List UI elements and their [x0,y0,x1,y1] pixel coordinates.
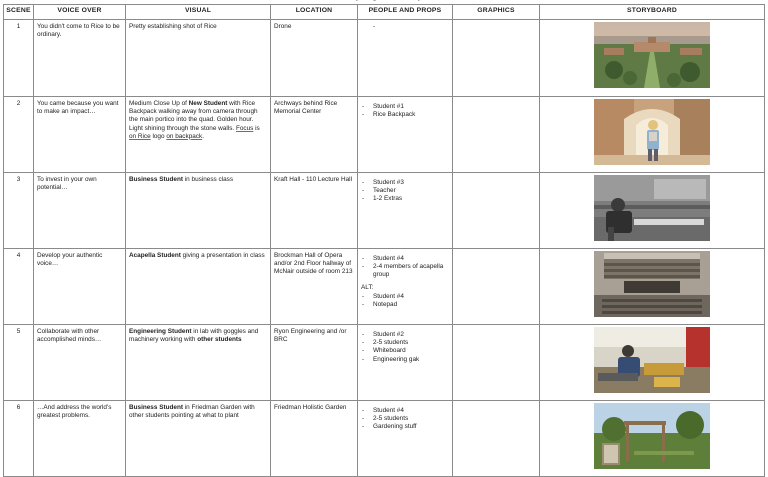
props-list-item: - Student #3 [373,179,449,187]
storyboard-cell [540,20,765,97]
props-list-item: - Whiteboard [373,347,449,355]
visual-text-segment: on Rice [129,132,151,140]
props-list-item: - 2-4 members of acapella group [373,263,449,279]
storyboard-cell [540,97,765,173]
people-props-cell [358,325,453,401]
col-header-location: LOCATION [271,5,358,20]
props-list [361,407,449,432]
props-list-item: - Notepad [373,301,449,309]
location-cell: Drone [271,20,358,97]
voice-over-cell: …And address the world's greatest problems. [34,401,126,477]
voice-over-cell: To invest in your own potential… [34,173,126,249]
props-list-item: - Student #2 [373,331,449,339]
visual-cell [126,401,271,477]
graphics-cell [453,173,540,249]
props-list [361,103,449,119]
table-row [4,97,765,173]
location-cell: Brockman Hall of Opera and/or 2nd Floor hallway of McNair outside of room 213 [271,249,358,325]
voice-over-cell: Develop your authentic voice… [34,249,126,325]
props-list-item: - Student #4 [373,255,449,263]
visual-text-segment: is [253,124,260,132]
props-list-item: - Rice Backpack [373,111,449,119]
visual-text-segment: . [202,132,204,140]
props-list [361,331,449,364]
people-props-cell [358,401,453,477]
visual-text-segment: Medium Close Up of [129,100,189,107]
visual-text-segment: other students [197,336,242,344]
people-props-cell [358,97,453,173]
location-cell: Ryon Engineering and /or BRC [271,325,358,401]
col-header-storyboard: STORYBOARD [540,5,765,20]
visual-text-segment: in business class [182,176,234,183]
col-header-visual: VISUAL [126,5,271,20]
visual-text-segment: Business Student [129,404,183,411]
storyboard-table [3,4,765,477]
visual-text-segment: logo [150,132,167,140]
alt-label: ALT: [361,283,374,291]
visual-cell [126,20,271,97]
props-list [361,255,449,280]
table-row [4,325,765,401]
archway-student-image [594,99,710,165]
props-list-item: - 2-5 students [373,339,449,347]
location-cell: Friedman Holistic Garden [271,401,358,477]
col-header-scene: SCENE [4,5,34,20]
visual-text-segment: Focus [235,124,254,132]
props-list-item: - Student #1 [373,103,449,111]
doc-header-fragment [0,0,768,1]
graphics-cell [453,401,540,477]
table-row [4,20,765,97]
visual-text-segment: with Rice Backpack walking away from camera through the main portico into the quad. Golden hour. Light shining through the stone walls. [129,100,258,132]
lecture-hall-image [594,175,710,241]
storyboard-cell [540,401,765,477]
visual-text-segment: Acapella Student [129,252,181,259]
props-list-item: - Student #4 [373,407,449,415]
graphics-cell [453,20,540,97]
visual-cell [126,249,271,325]
storyboard-cell [540,325,765,401]
visual-cell [126,173,271,249]
scene-number-cell: 4 [4,249,34,325]
props-list [361,179,449,204]
table-row [4,249,765,325]
header-row [4,5,765,20]
voice-over-cell: You didn't come to Rice to be ordinary. [34,20,126,97]
garden-image [594,403,710,469]
voice-over-cell: Collaborate with other accomplished minds… [34,325,126,401]
people-props-cell [358,173,453,249]
storyboard-cell [540,173,765,249]
people-props-cell [358,20,453,97]
location-cell: Archways behind Rice Memorial Center [271,97,358,173]
scene-number-cell: 3 [4,173,34,249]
engineering-lab-image [594,327,710,393]
graphics-cell [453,97,540,173]
table-row [4,173,765,249]
visual-text-segment: in lab with goggles and machinery working with [129,328,259,344]
auditorium-image [594,251,710,317]
visual-text-segment: New Student [188,100,228,107]
props-list-item: - Teacher [373,187,449,195]
visual-text-segment: Engineering Student [129,328,192,335]
scene-number-cell: 6 [4,401,34,477]
props-list-item: - Engineering gak [373,356,449,364]
alt-props-list [361,293,449,309]
scene-number-cell: 5 [4,325,34,401]
props-list-item: - 2-5 students [373,415,449,423]
voice-over-cell: You came because you want to make an impact… [34,97,126,173]
col-header-people-props: PEOPLE AND PROPS [358,5,453,20]
table-row [4,401,765,477]
scene-number-cell: 2 [4,97,34,173]
visual-text-segment: on backpack [166,132,203,140]
scene-number-cell: 1 [4,20,34,97]
people-props-cell [358,249,453,325]
visual-text-segment: Pretty establishing shot of Rice [129,23,217,30]
location-cell: Kraft Hall - 110 Lecture Hall [271,173,358,249]
props-list-item: - Gardening stuff [373,423,449,431]
visual-text-segment: Business Student [129,176,183,183]
visual-cell [126,97,271,173]
visual-cell [126,325,271,401]
visual-text-segment: giving a presentation in class [180,252,265,259]
col-header-graphics: GRAPHICS [453,5,540,20]
props-placeholder: - [373,23,376,30]
graphics-cell [453,249,540,325]
aerial-campus-image [594,22,710,88]
visual-text-segment: in Friedman Garden with other students pointing at what to plant [129,404,255,420]
col-header-voice-over: VOICE OVER [34,5,126,20]
props-list-item: - Student #4 [373,293,449,301]
graphics-cell [453,325,540,401]
props-list-item: - 1-2 Extras [373,195,449,203]
storyboard-cell [540,249,765,325]
